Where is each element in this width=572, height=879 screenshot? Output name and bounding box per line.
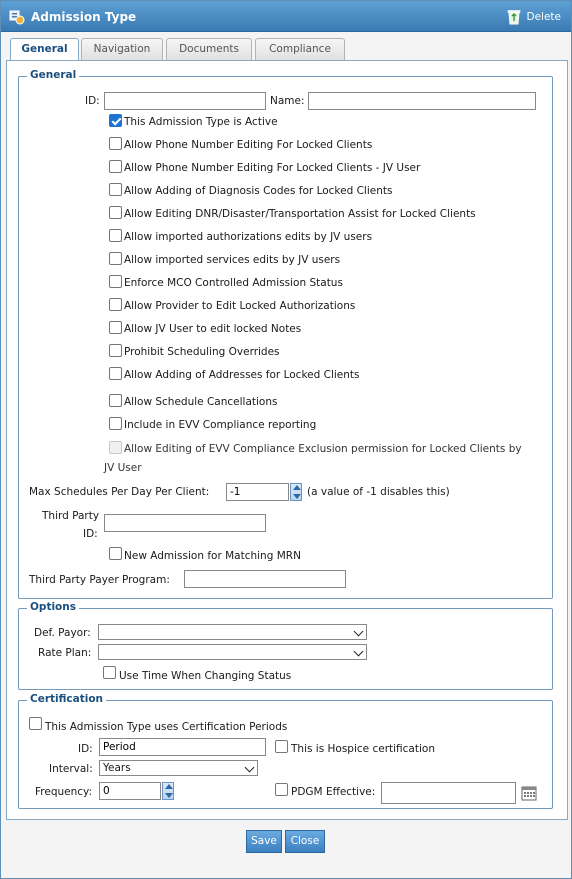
third-party-id-label: Third Party <box>42 510 100 522</box>
use-time-checkbox[interactable] <box>103 666 116 679</box>
chevron-down-icon <box>354 627 364 637</box>
def-payor-select[interactable] <box>98 624 367 640</box>
general-option-checkbox <box>109 441 122 454</box>
id-label: ID: <box>85 95 100 107</box>
title-bar <box>1 1 571 32</box>
new-admission-checkbox[interactable] <box>109 547 122 560</box>
tab-compliance[interactable]: Compliance <box>255 38 345 60</box>
general-option-checkbox[interactable] <box>109 344 122 357</box>
frequency-input[interactable] <box>99 782 161 800</box>
uses-cert-periods-checkbox[interactable] <box>29 717 42 730</box>
general-option-label: Allow JV User to edit locked Notes <box>124 323 302 335</box>
general-option-label-cont: JV User <box>104 462 142 474</box>
name-input[interactable] <box>308 92 536 110</box>
max-schedules-hint: (a value of -1 disables this) <box>307 486 450 498</box>
general-option-label: Allow Provider to Edit Locked Authorizations <box>124 300 356 312</box>
general-option-label: Allow Adding of Addresses for Locked Clients <box>124 369 360 381</box>
general-option-label: Allow Schedule Cancellations <box>124 396 278 408</box>
general-option-label: Enforce MCO Controlled Admission Status <box>124 277 343 289</box>
settings-app-icon <box>9 9 25 25</box>
max-schedules-label: Max Schedules Per Day Per Client: <box>29 486 210 498</box>
general-option-label: Allow Adding of Diagnosis Codes for Locked Clients <box>124 185 393 197</box>
frequency-label: Frequency: <box>35 786 93 798</box>
frequency-spinner[interactable] <box>162 782 174 800</box>
chevron-down-icon <box>245 763 255 773</box>
general-option-label: Include in EVV Compliance reporting <box>124 419 317 431</box>
general-option-checkbox[interactable] <box>109 252 122 265</box>
general-option-checkbox[interactable] <box>109 114 122 127</box>
calendar-icon[interactable] <box>521 785 537 801</box>
general-option-checkbox[interactable] <box>109 183 122 196</box>
delete-label: Delete <box>526 11 561 23</box>
third-party-id-label-cont: ID: <box>83 528 98 540</box>
tab-general[interactable]: General <box>10 38 79 61</box>
interval-label: Interval: <box>49 763 93 775</box>
general-option-checkbox[interactable] <box>109 298 122 311</box>
tab-navigation[interactable]: Navigation <box>81 38 163 60</box>
third-party-id-input[interactable] <box>104 514 266 532</box>
hospice-checkbox[interactable] <box>275 740 288 753</box>
spin-up-icon <box>293 485 301 490</box>
uses-cert-periods-label: This Admission Type uses Certification Periods <box>45 721 288 733</box>
general-option-checkbox[interactable] <box>109 367 122 380</box>
save-button[interactable]: Save <box>246 830 282 853</box>
tab-panel-general <box>6 60 568 820</box>
name-label: Name: <box>270 95 305 107</box>
general-option-label: This Admission Type is Active <box>124 116 278 128</box>
general-option-label: Prohibit Scheduling Overrides <box>124 346 280 358</box>
certification-legend: Certification <box>27 693 106 705</box>
general-option-label: Allow imported authorizations edits by JV users <box>124 231 373 243</box>
general-option-checkbox[interactable] <box>109 229 122 242</box>
general-option-checkbox[interactable] <box>109 417 122 430</box>
interval-value: Years <box>103 762 131 774</box>
pdgm-label: PDGM Effective: <box>291 786 376 798</box>
general-option-label: Allow Editing of EVV Compliance Exclusion permission for Locked Clients by <box>124 443 522 455</box>
options-legend: Options <box>27 601 79 613</box>
general-option-checkbox[interactable] <box>109 275 122 288</box>
cert-id-label: ID: <box>78 743 93 755</box>
recycle-bin-icon <box>505 8 523 26</box>
general-legend: General <box>27 69 79 81</box>
max-schedules-input[interactable] <box>226 483 289 501</box>
id-input[interactable] <box>104 92 266 110</box>
general-option-checkbox[interactable] <box>109 321 122 334</box>
window-title: Admission Type <box>31 10 137 24</box>
interval-select[interactable] <box>99 760 258 776</box>
max-schedules-spinner[interactable] <box>290 483 302 501</box>
general-option-label: Allow Phone Number Editing For Locked Clients <box>124 139 373 151</box>
cert-id-input[interactable] <box>99 738 266 756</box>
hospice-label: This is Hospice certification <box>291 743 435 755</box>
third-party-payer-input[interactable] <box>184 570 346 588</box>
pdgm-checkbox[interactable] <box>275 783 288 796</box>
spin-down-icon <box>293 494 301 499</box>
new-admission-label: New Admission for Matching MRN <box>124 550 301 562</box>
delete-button[interactable] <box>505 7 562 27</box>
rate-plan-label: Rate Plan: <box>38 647 92 659</box>
general-option-label: Allow Phone Number Editing For Locked Clients - JV User <box>124 162 421 174</box>
general-option-label: Allow imported services edits by JV users <box>124 254 341 266</box>
pdgm-date-input[interactable] <box>381 782 516 804</box>
spin-up-icon <box>165 784 173 789</box>
general-option-checkbox[interactable] <box>109 137 122 150</box>
rate-plan-select[interactable] <box>98 644 367 660</box>
third-party-payer-label: Third Party Payer Program: <box>29 574 170 586</box>
general-option-checkbox[interactable] <box>109 160 122 173</box>
general-option-checkbox[interactable] <box>109 206 122 219</box>
chevron-down-icon <box>354 647 364 657</box>
close-button[interactable]: Close <box>285 830 325 853</box>
tab-documents[interactable]: Documents <box>166 38 252 60</box>
spin-down-icon <box>165 793 173 798</box>
general-option-label: Allow Editing DNR/Disaster/Transportation Assist for Locked Clients <box>124 208 476 220</box>
use-time-label: Use Time When Changing Status <box>119 670 292 682</box>
general-option-checkbox[interactable] <box>109 394 122 407</box>
def-payor-label: Def. Payor: <box>34 627 91 639</box>
